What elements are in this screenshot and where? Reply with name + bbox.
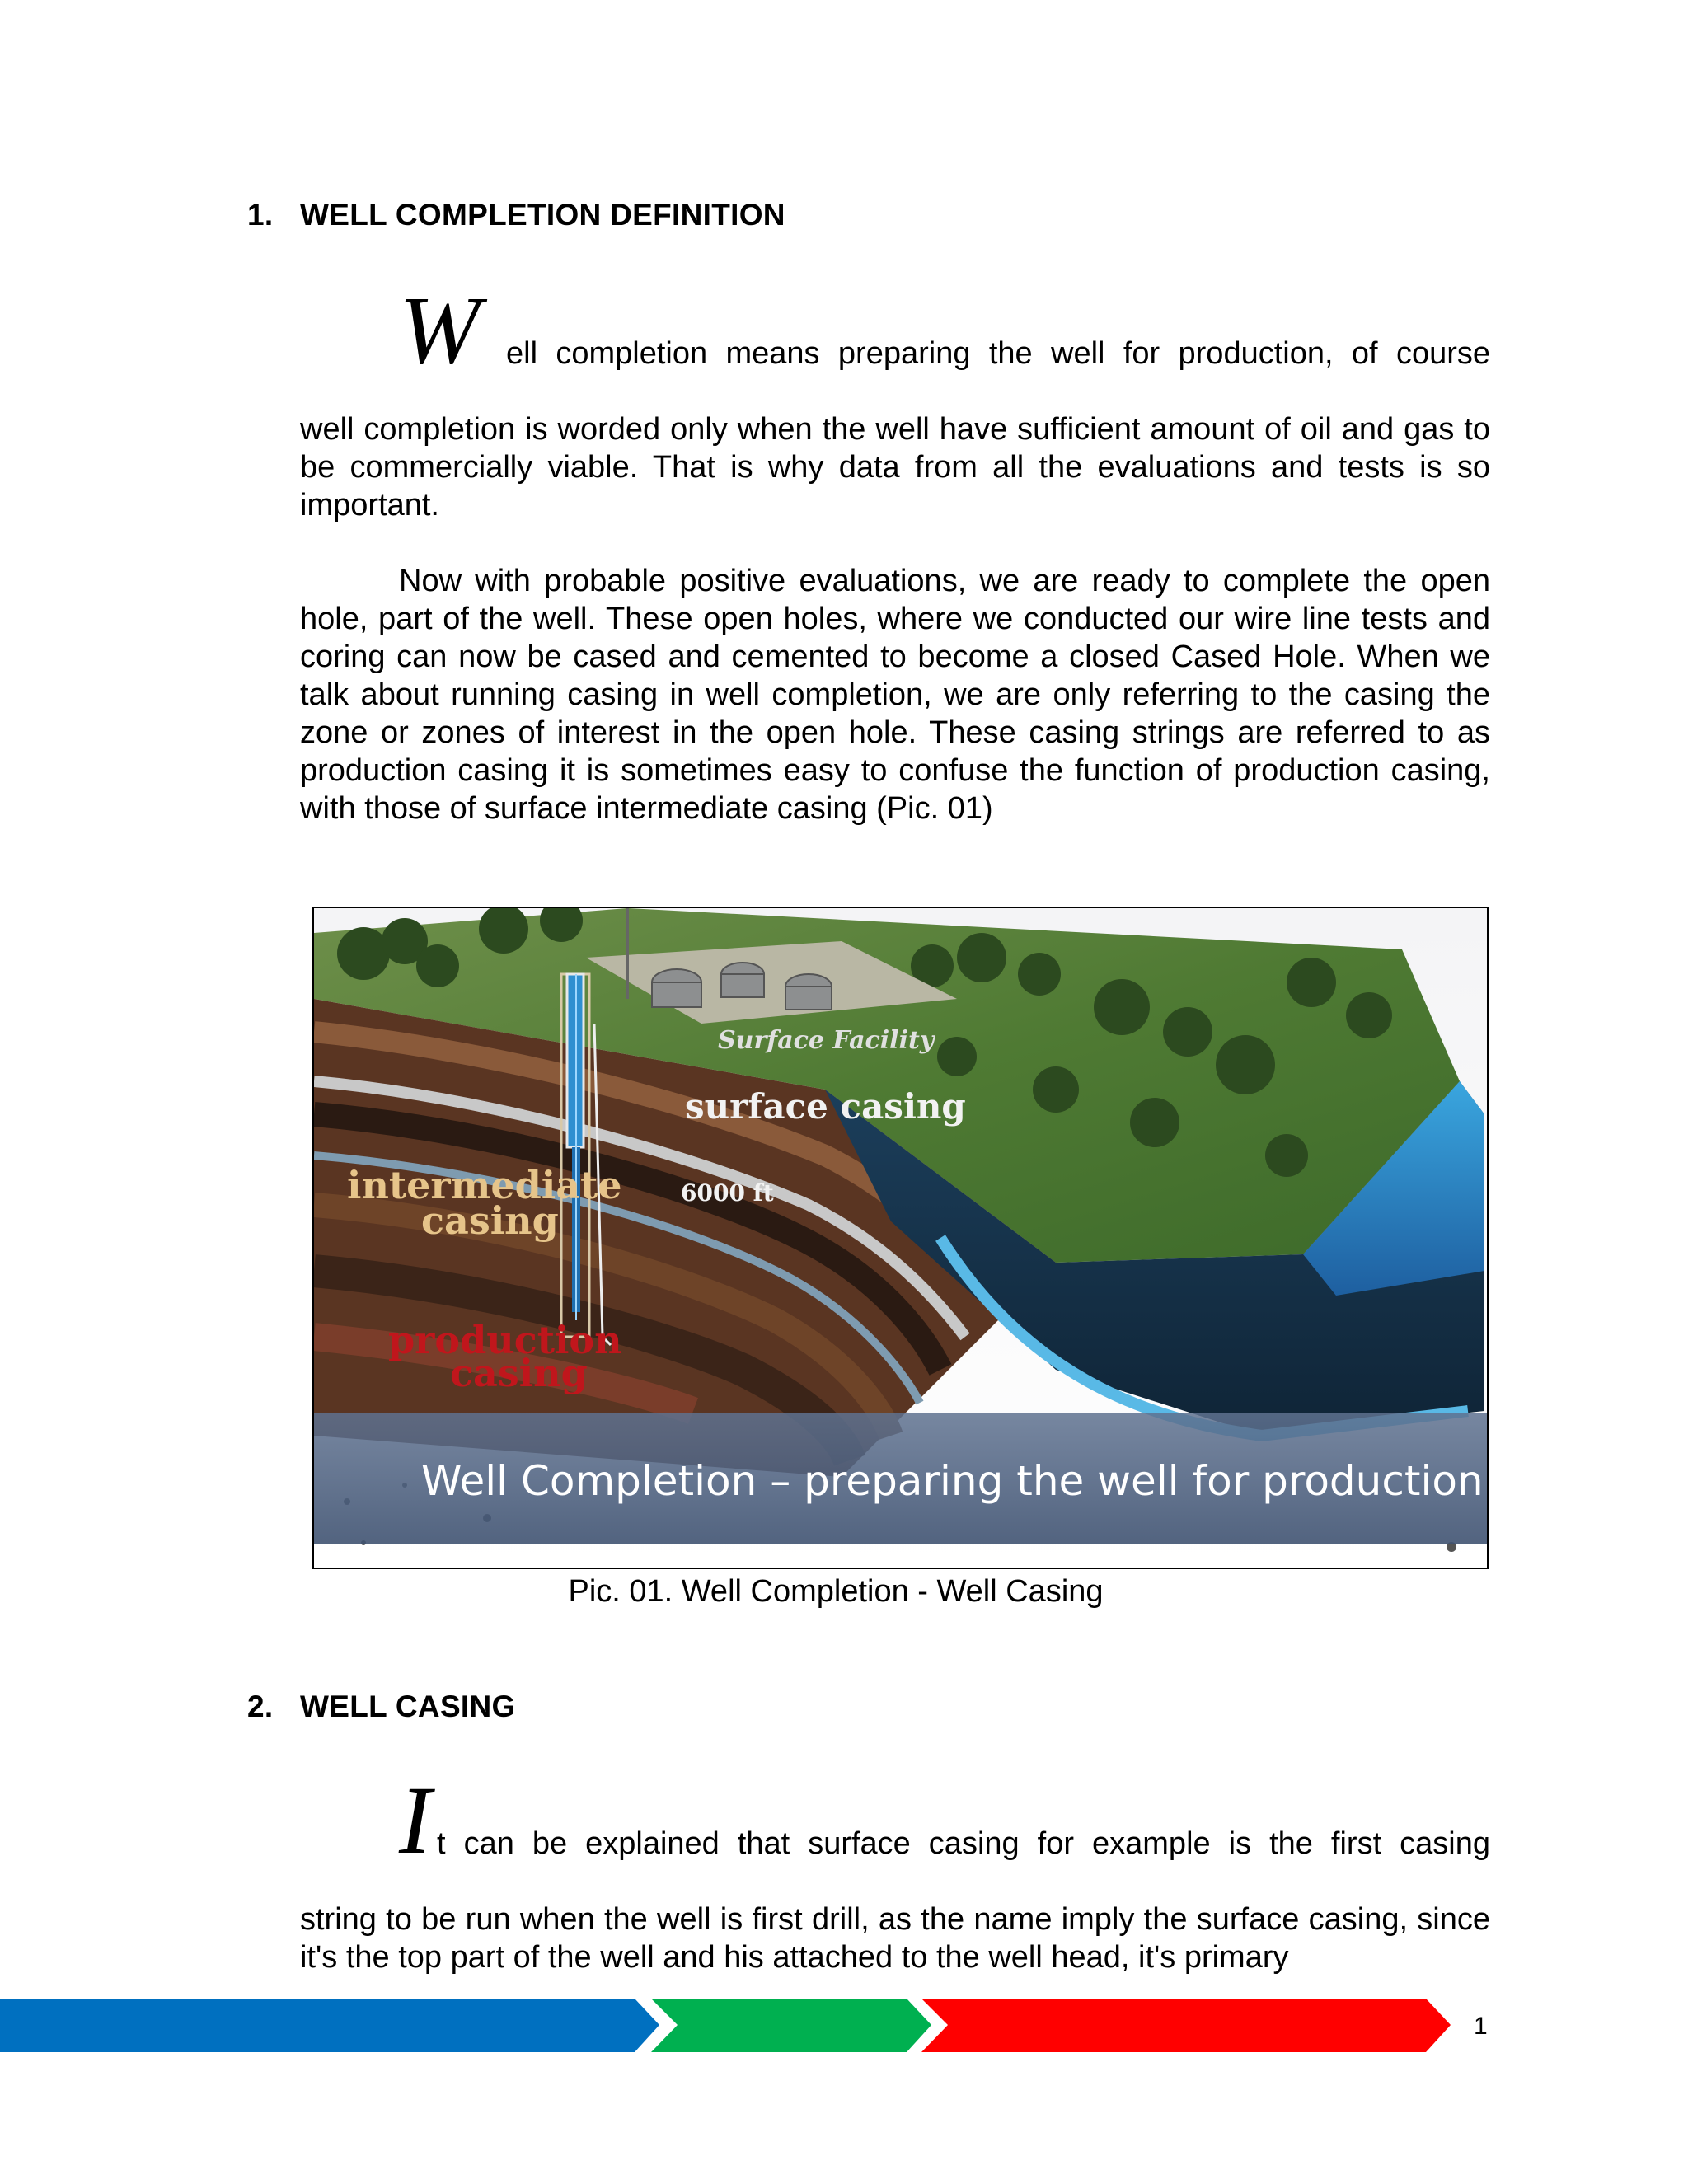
production-casing-label: production: [388, 1318, 622, 1362]
footer-arrow-red: [921, 1999, 1451, 2052]
footer-arrow-green: [651, 1999, 931, 2052]
well-casing-figure: [312, 907, 1489, 1569]
surface-casing-label: surface casing: [685, 1086, 966, 1127]
section-1-title: WELL COMPLETION DEFINITION: [300, 198, 785, 232]
intermediate-casing-label: intermediate: [347, 1163, 622, 1207]
section-2-dropcap: I: [399, 1766, 432, 1874]
figure-caption: [0, 1572, 1688, 1610]
section-1-dropcap: W: [399, 276, 481, 384]
section-2-paragraph-1: string to be run when the well is first drill, as the name imply the surface casing, since it's the top part of the well and his attached to the well head, it's primary: [300, 1902, 1490, 1975]
section-2-first-line: [399, 1766, 1490, 1874]
intermediate-casing-label-2: casing: [421, 1198, 559, 1243]
section-1-first-line: [399, 276, 1490, 384]
section-1-paragraph-2: Now with probable positive evaluations, we are ready to complete the open hole, part of the well. These open holes, where we conducted our wire line tests and coring can now be cased and cemented to become a closed Cased Hole. When we talk about running casing in well completion, we are only referring to the casing the zone or zones of interest in the open hole. These casing strings are referred to as production casing it is sometimes easy to confuse the function of production casing, with those of surface intermediate casing (Pic. 01): [300, 564, 1490, 826]
footer-arrow-bar: [0, 1990, 1688, 2056]
depth-label: 6000 ft: [681, 1179, 774, 1207]
banner-text: Well Completion – preparing the well for production: [421, 1457, 1484, 1505]
section-2-number: 2.: [247, 1690, 274, 1723]
surface-facility-label: Surface Facility: [718, 1026, 935, 1055]
section-1-number: 1.: [247, 198, 274, 232]
figure-caption-text: Pic. 01. Well Completion - Well Casing: [568, 1574, 1104, 1609]
section-1-paragraph-1: well completion is worded only when the well have sufficient amount of oil and gas to be commercially viable. That is why data from all the evaluations and tests is so important.: [300, 412, 1490, 523]
section-2-first-line-text: t can be explained that surface casing for example is the first casing: [437, 1826, 1490, 1861]
production-casing-label-2: casing: [450, 1351, 588, 1395]
footer-arrow-blue: [0, 1999, 659, 2052]
page-number: 1: [1474, 2013, 1488, 2040]
well-casing-illustration: [314, 908, 1487, 1568]
section-1-first-line-text: ell completion means preparing the well for production, of course: [506, 336, 1490, 371]
section-2-title: WELL CASING: [300, 1690, 516, 1723]
